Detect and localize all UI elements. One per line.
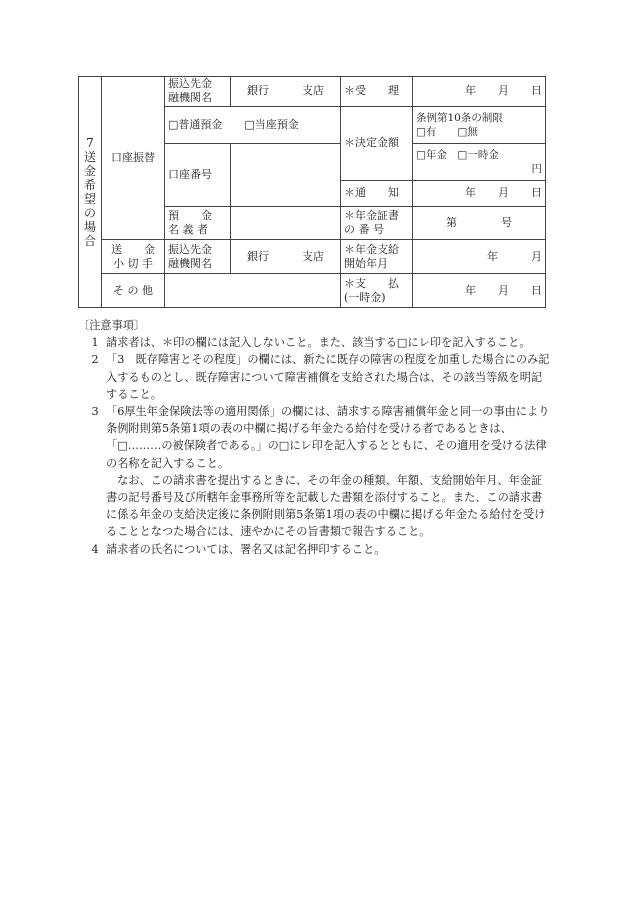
payment-label: ＊支 払 (一時金) xyxy=(341,274,413,308)
limit-field[interactable]: 条例第10条の制限 □有 □無 xyxy=(413,106,546,144)
note-item: 4 請求者の氏名については、署名又は記名押印すること。 xyxy=(91,542,386,556)
check-bank-label: 振込先金 融機関名 xyxy=(165,239,231,274)
other-field[interactable] xyxy=(165,274,341,308)
account-number-label: 口座番号 xyxy=(165,144,231,207)
amount-type-field[interactable]: □年金 □一時金 円 xyxy=(413,144,546,181)
certificate-label: ＊年金証書 の 番 号 xyxy=(341,207,413,240)
note-paragraph: なお、この請求書を提出するときに、その年金の種類、年額、支給開始年月、年金証書の記号番号及び所轄年金事務所等を記載した書類を添付すること。また、この請求書に係る年金の支給決定後に条例附則第5条第1項の表の中欄に掲げる年金たる給付を受けることとなつた場合には、速やかにその旨書類で報告すること。 xyxy=(106,473,546,539)
pension-remittance-table xyxy=(78,76,546,308)
notice-date[interactable]: 年 月 日 xyxy=(413,180,546,206)
certificate-number[interactable]: 第 号 xyxy=(413,207,546,240)
note-item: 1 請求者は、＊印の欄には記入しないこと。また、該当する□にレ印を記入すること。 xyxy=(91,336,531,350)
start-month-label: ＊年金支給 開始年月 xyxy=(341,239,413,274)
check-label: 送 金 小 切 手 xyxy=(102,239,165,274)
holder-label: 預 金 名 義 者 xyxy=(165,207,231,240)
note-item: 3 「6厚生年金保険法等の適用関係」の欄には、請求する障害補償年金と同一の事由により条例附則第5条第1項の表の中欄に掲げる年金たる給付を受ける者であるときは、「□………の被保険者である。」の□にレ印を記入するとともに、その適用を受ける法律の名称を記入すること。 xyxy=(91,405,550,470)
note-item: 2 「3 既存障害とその程度」の欄には、新たに既存の障害の程度を加重した場合にのみ記入するものとし、既存障害について障害補償を支給された場合は、その該当等級を明記すること。 xyxy=(91,353,550,401)
bank-name-field[interactable]: 銀行 支店 xyxy=(231,77,341,107)
receipt-label: ＊受 理 xyxy=(341,77,413,107)
holder-field[interactable] xyxy=(231,207,341,240)
other-label: そ の 他 xyxy=(102,274,165,308)
bank-name-label: 振込先金 融機関名 xyxy=(165,77,231,107)
account-type-field[interactable]: □普通預金 □当座預金 xyxy=(165,106,341,144)
account-number-field[interactable] xyxy=(231,144,341,207)
receipt-date[interactable]: 年 月 日 xyxy=(413,77,546,107)
decided-amount-label: ＊決定金額 xyxy=(341,106,413,180)
notes-heading: 〔注意事項〕 xyxy=(78,319,146,332)
start-month[interactable]: 年 月 xyxy=(413,239,546,274)
transfer-label: 口座振替 xyxy=(102,77,165,240)
notes-section xyxy=(78,317,550,558)
payment-date[interactable]: 年 月 日 xyxy=(413,274,546,308)
section-label: 7 送 金 希 望 の 場 合 xyxy=(79,77,102,308)
notice-label: ＊通 知 xyxy=(341,180,413,206)
check-bank-field[interactable]: 銀行 支店 xyxy=(231,239,341,274)
